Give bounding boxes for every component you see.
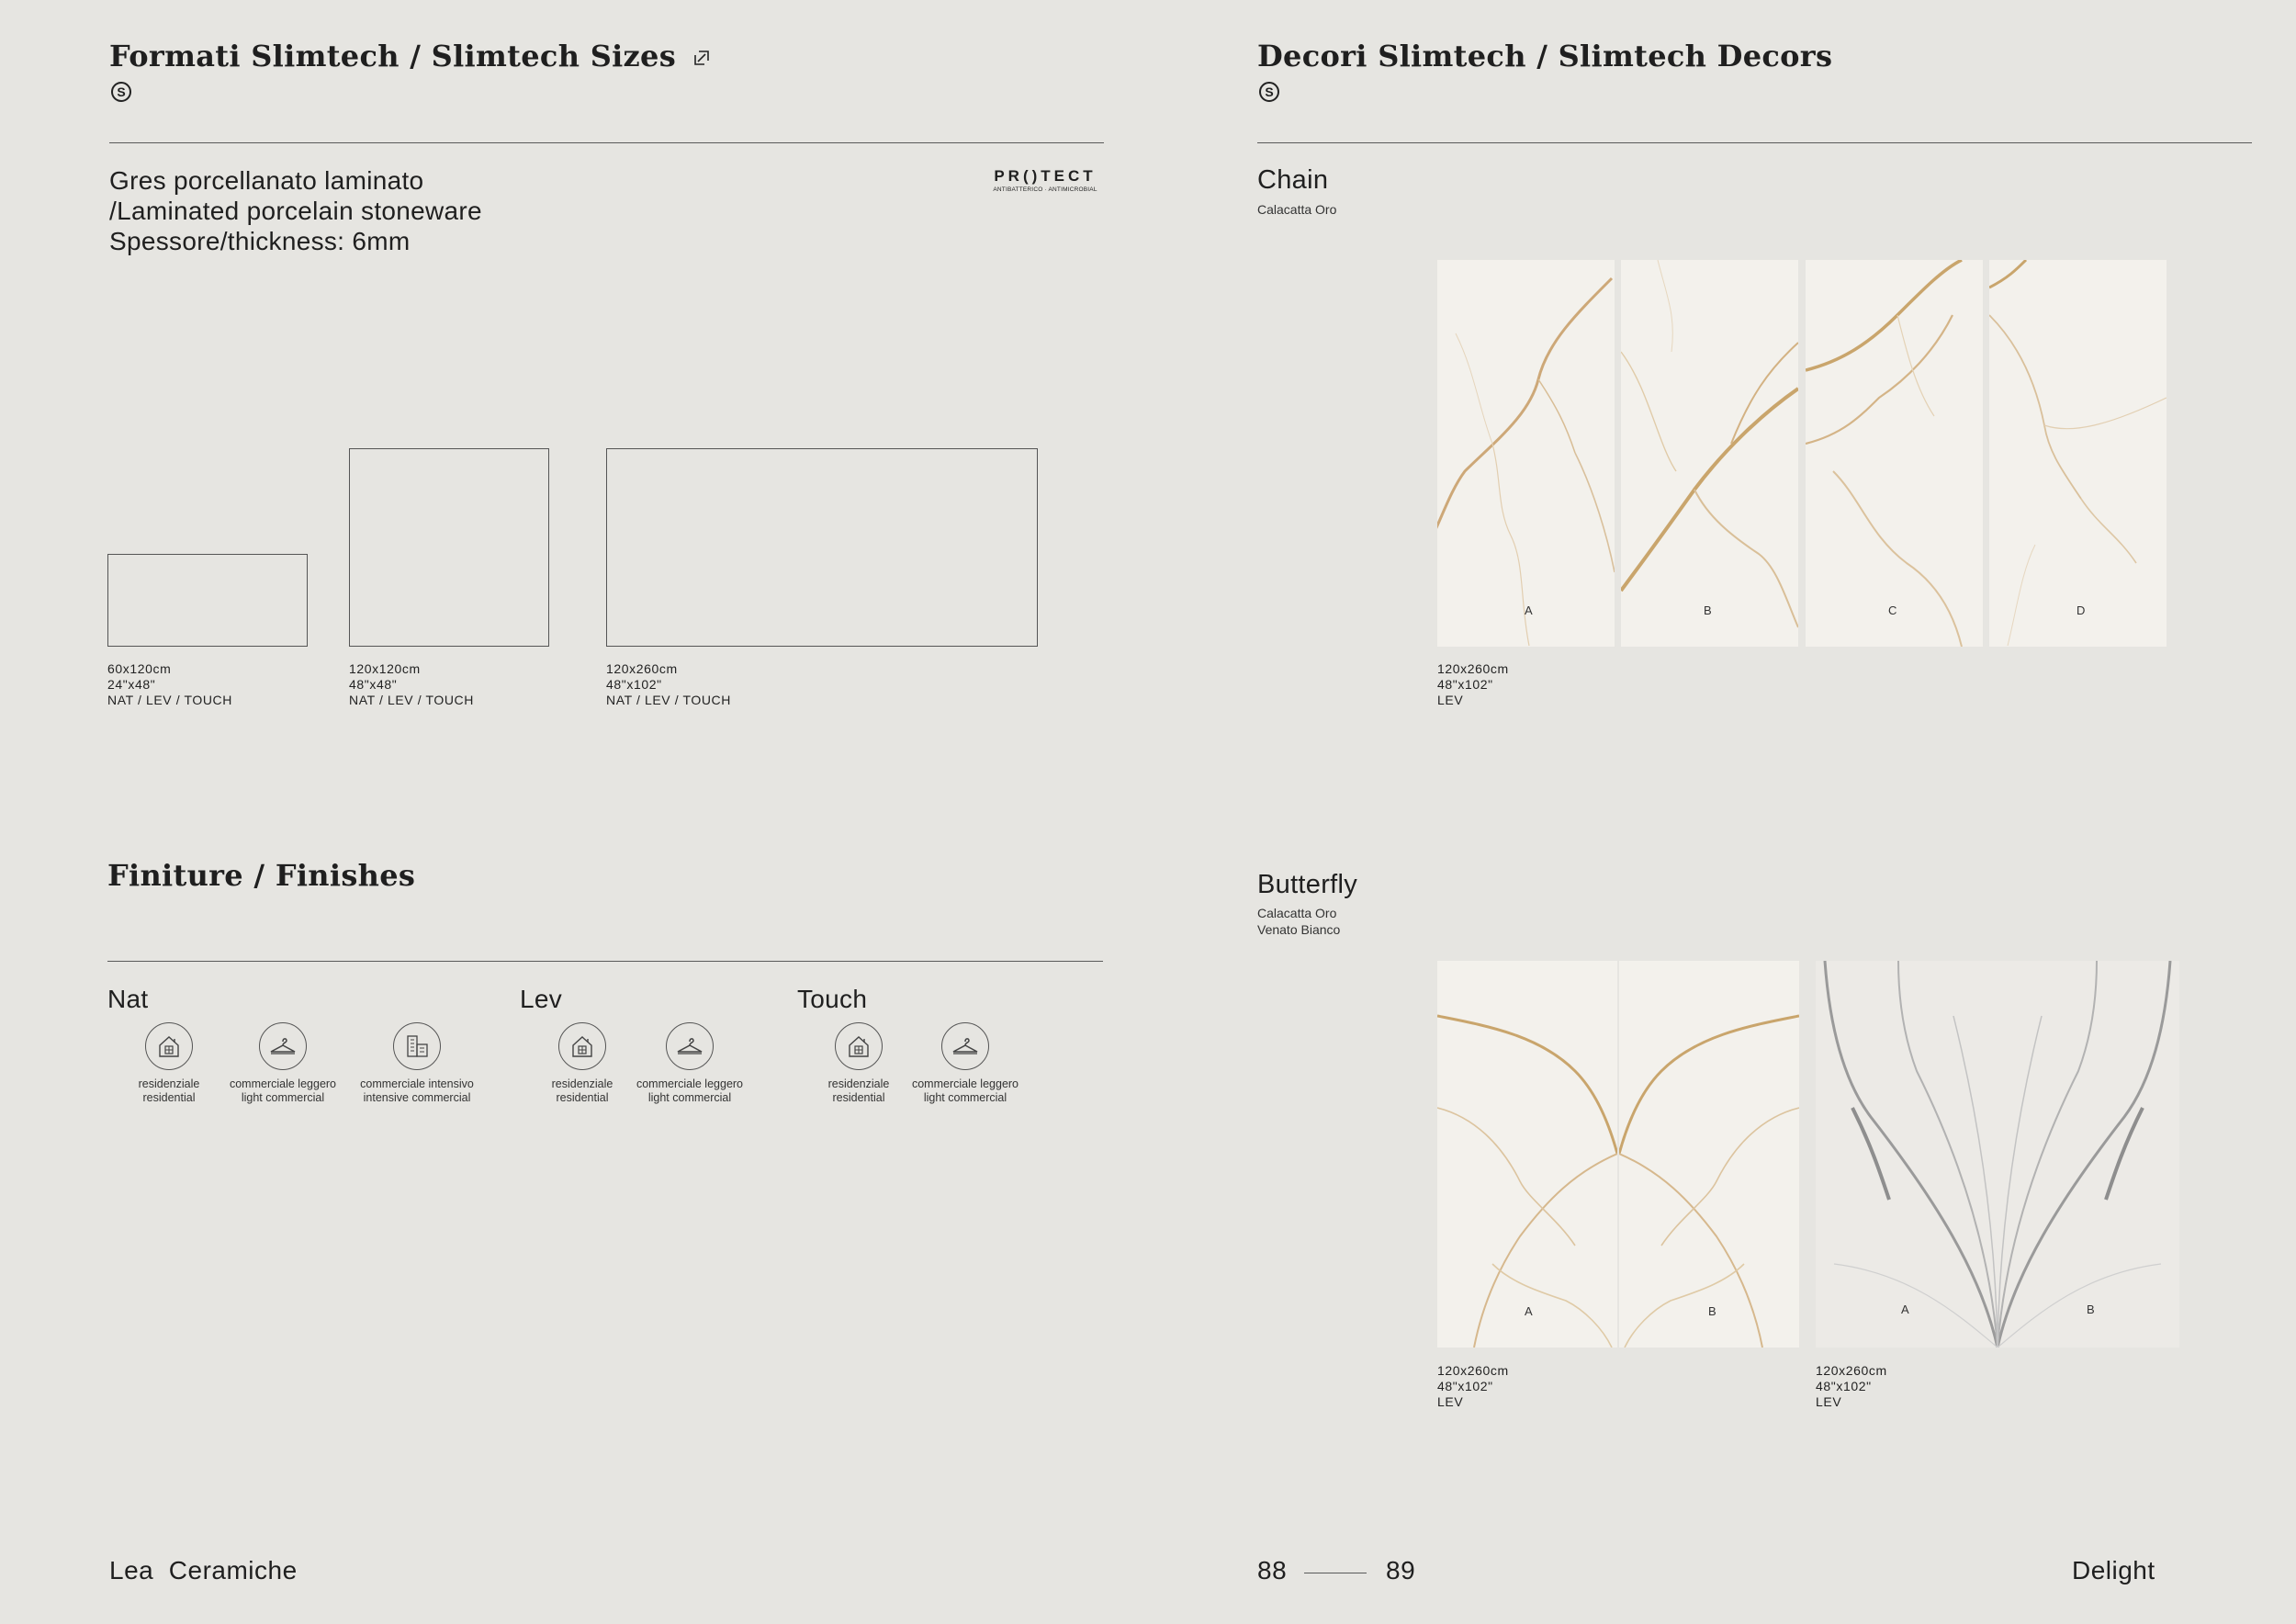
decor-butterfly-name: Butterfly bbox=[1257, 870, 1358, 899]
slimtech-s-icon: S bbox=[1259, 82, 1279, 102]
page-number-left: 88 bbox=[1257, 1556, 1288, 1585]
slimtech-s-icon: S bbox=[111, 82, 131, 102]
finish-touch-title: Touch bbox=[797, 985, 868, 1013]
butterfly-venato-spec: 120x260cm 48"x102" LEV bbox=[1816, 1363, 1887, 1409]
size-spec-120x260: 120x260cm 48"x102" NAT / LEV / TOUCH bbox=[606, 661, 731, 707]
size-spec-60x120: 60x120cm 24"x48" NAT / LEV / TOUCH bbox=[107, 661, 232, 707]
butterfly-oro-tile-b: B bbox=[1619, 961, 1799, 1348]
protect-logo: PR()TECT ANTIBATTERICO · ANTIMICROBIAL bbox=[993, 167, 1097, 193]
butterfly-oro-tile-a: A bbox=[1437, 961, 1617, 1348]
building-icon bbox=[402, 1032, 432, 1061]
sizes-title: Formati Slimtech / Slimtech Sizes bbox=[109, 39, 712, 73]
size-spec-120x120: 120x120cm 48"x48" NAT / LEV / TOUCH bbox=[349, 661, 474, 707]
footer-brand: Lea Ceramiche bbox=[109, 1556, 298, 1585]
butterfly-venato-tile: A B bbox=[1816, 961, 2179, 1348]
decor-chain-name: Chain bbox=[1257, 165, 1329, 195]
chain-tile-a: A bbox=[1437, 260, 1615, 647]
chain-tile-d: D bbox=[1989, 260, 2167, 647]
finish-nat-title: Nat bbox=[107, 985, 149, 1013]
use-intensive-commercial: commerciale intensivo intensive commercial bbox=[348, 1022, 486, 1105]
size-box-120x260 bbox=[606, 448, 1038, 647]
use-light-commercial: commerciale leggero light commercial bbox=[214, 1022, 352, 1105]
size-box-60x120 bbox=[107, 554, 308, 647]
decor-chain-subtitle: Calacatta Oro bbox=[1257, 202, 1337, 217]
use-residential: residenziale residential bbox=[100, 1022, 238, 1105]
divider bbox=[1257, 142, 2252, 143]
chain-tile-b: B bbox=[1621, 260, 1798, 647]
material-description: Gres porcellanato laminato /Laminated porcelain stoneware Spessore/thickness: 6mm bbox=[109, 166, 482, 255]
use-residential: residenziale residential bbox=[513, 1022, 651, 1105]
divider bbox=[109, 142, 1104, 143]
use-light-commercial: commerciale leggero light commercial bbox=[621, 1022, 759, 1105]
decors-title: Decori Slimtech / Slimtech Decors bbox=[1257, 39, 1833, 73]
butterfly-oro-spec: 120x260cm 48"x102" LEV bbox=[1437, 1363, 1509, 1409]
chain-tile-c: C bbox=[1806, 260, 1983, 647]
hanger-icon bbox=[268, 1032, 298, 1060]
use-residential: residenziale residential bbox=[790, 1022, 928, 1105]
use-light-commercial: commerciale leggero light commercial bbox=[896, 1022, 1034, 1105]
hanger-icon bbox=[951, 1032, 980, 1060]
house-icon bbox=[845, 1032, 872, 1060]
divider bbox=[107, 961, 1103, 962]
finishes-title: Finiture / Finishes bbox=[107, 858, 416, 893]
page-number-right: 89 bbox=[1386, 1556, 1416, 1585]
size-box-120x120 bbox=[349, 448, 549, 647]
resize-icon bbox=[692, 48, 712, 68]
hanger-icon bbox=[675, 1032, 704, 1060]
footer-collection: Delight bbox=[2072, 1556, 2155, 1585]
house-icon bbox=[568, 1032, 596, 1060]
chain-spec: 120x260cm 48"x102" LEV bbox=[1437, 661, 1509, 707]
finish-lev-title: Lev bbox=[520, 985, 563, 1013]
decor-butterfly-subtitles: Calacatta Oro Venato Bianco bbox=[1257, 906, 1341, 937]
house-icon bbox=[155, 1032, 183, 1060]
